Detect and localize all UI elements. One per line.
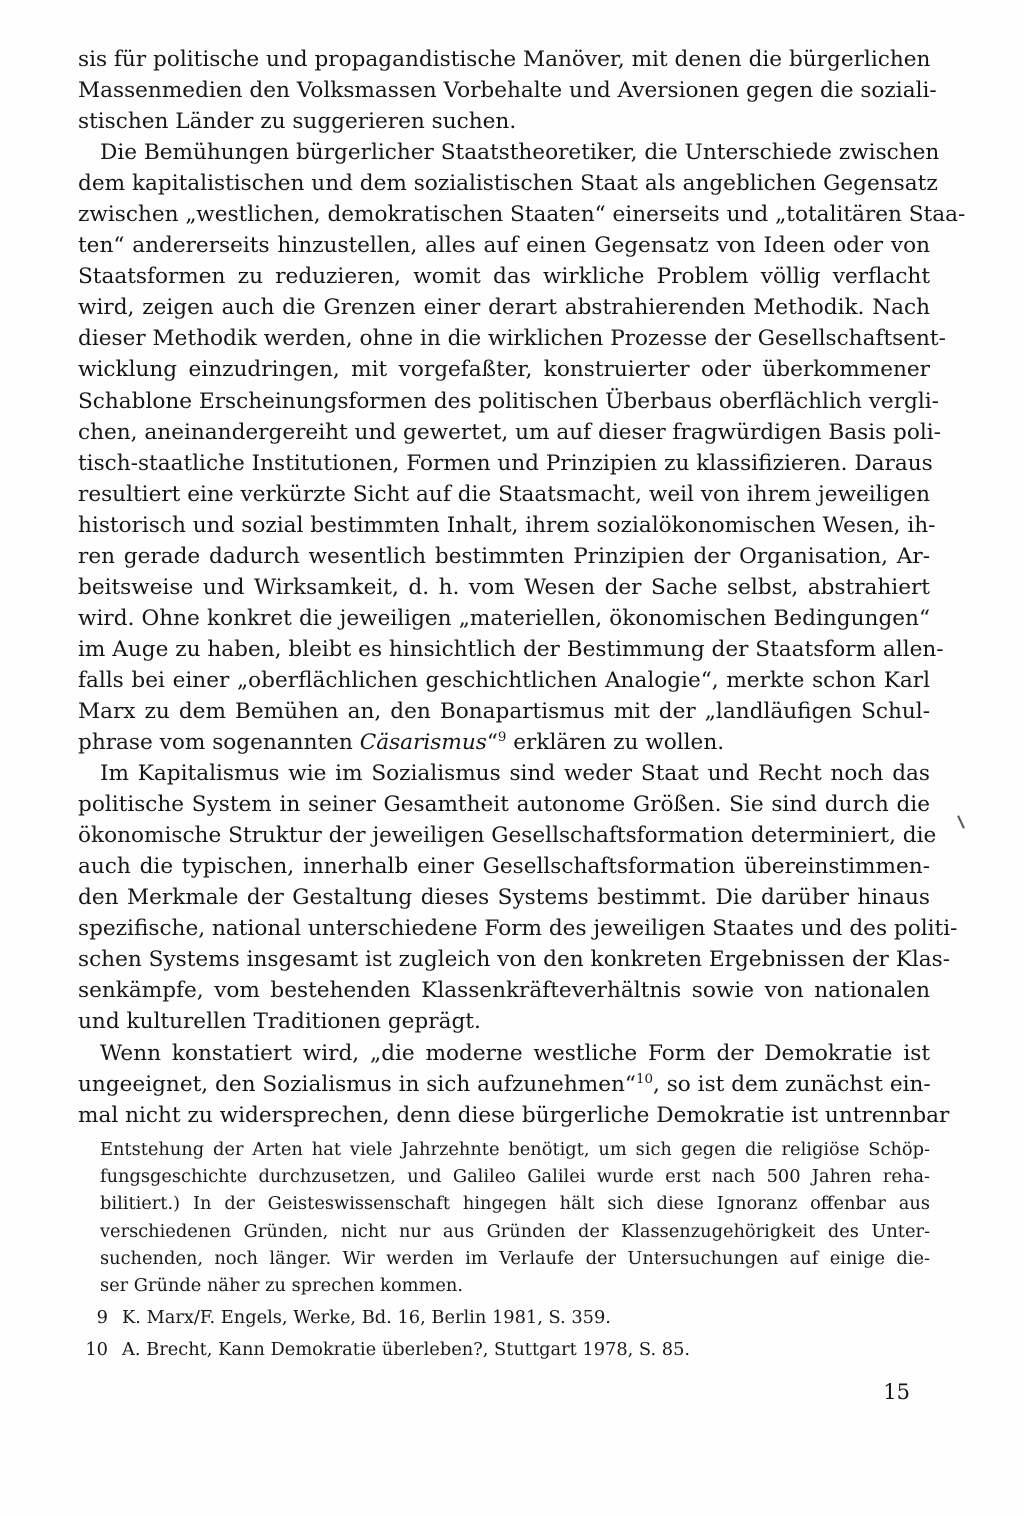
main-text	[78, 44, 966, 1131]
text-segment: phrase vom sogenannten	[78, 730, 360, 756]
paragraph	[78, 758, 958, 1037]
text-line: Schablone Erscheinungsformen des politischen Überbaus oberflächlich vergli-	[78, 388, 939, 414]
footnote-line: bilitiert.) In der Geisteswissenschaft hingegen hält sich diese Ignoranz offenbar aus	[100, 1193, 930, 1215]
text-line: stischen Länder zu suggerieren suchen.	[78, 109, 517, 135]
text-line: falls bei einer „oberflächlichen geschichtlichen Analogie“, merkte schon Karl	[78, 667, 930, 693]
text-line: spezifische, national unterschiedene Form des jeweiligen Staates und des politi-	[78, 916, 958, 942]
text-line: und kulturellen Traditionen geprägt.	[78, 1009, 481, 1035]
footnote-line: fungsgeschichte durchzusetzen, und Galileo Galilei wurde erst nach 500 Jahren reha-	[100, 1166, 930, 1188]
text-line: im Auge zu haben, bleibt es hinsichtlich der Bestimmung der Staatsform allen-	[78, 636, 944, 662]
text-line: Staatsformen zu reduzieren, womit das wirkliche Problem völlig verflacht	[78, 264, 930, 290]
paragraph	[78, 137, 966, 758]
footnote-line: ser Gründe näher zu sprechen kommen.	[100, 1274, 464, 1296]
text-line: chen, aneinandergereiht und gewertet, um auf dieser fragwürdigen Basis poli-	[78, 419, 941, 445]
text-segment: erklären zu wollen.	[506, 730, 725, 756]
text-line: dem kapitalistischen und dem sozialistischen Staat als angeblichen Gegensatz	[78, 171, 938, 197]
text-segment: , so ist dem zunächst ein-	[652, 1071, 931, 1097]
footnote-line: suchenden, noch länger. Wir werden im Verlaufe der Untersuchungen auf einige die-	[100, 1247, 930, 1269]
text-line: beitsweise und Wirksamkeit, d. h. vom Wesen der Sache selbst, abstrahiert	[78, 574, 930, 600]
closing-quote: “	[486, 730, 498, 756]
footnote-text: K. Marx/F. Engels, Werke, Bd. 16, Berlin 1981, S. 359.	[122, 1307, 611, 1329]
text-line: politische System in seiner Gesamtheit autonome Größen. Sie sind durch die	[78, 792, 930, 818]
footnote-list	[85, 1304, 930, 1363]
text-line: wicklung einzudringen, mit vorgefaßter, konstruierter oder überkommener	[78, 357, 930, 383]
italic-term: Cäsarismus	[359, 730, 487, 756]
paragraph	[78, 1038, 950, 1131]
footnote-number: 9	[96, 1307, 108, 1329]
text-line: Massenmedien den Volksmassen Vorbehalte und Aversionen gegen die soziali-	[78, 78, 937, 104]
footnote-ref-10[interactable]: 10	[635, 1071, 653, 1087]
page-number: 15	[883, 1380, 910, 1404]
footnote-line: Entstehung der Arten hat viele Jahrzehnte benötigt, um sich gegen die religiöse Schöp-	[100, 1139, 930, 1160]
footnote-number: 10	[85, 1339, 108, 1361]
footnote-9	[96, 1304, 930, 1331]
text-line: mal nicht zu widersprechen, denn diese bürgerliche Demokratie ist untrennbar	[78, 1102, 950, 1128]
text-line: den Merkmale der Gestaltung dieses Systems bestimmt. Die darüber hinaus	[78, 885, 930, 911]
text-line: zwischen „westlichen, demokratischen Staaten“ einerseits und „totalitären Staa-	[78, 202, 966, 228]
text-line: Marx zu dem Bemühen an, den Bonapartismus mit der „landläufigen Schul-	[78, 698, 930, 724]
text-line: sis für politische und propagandistische Manöver, mit denen die bürgerlichen	[78, 47, 931, 72]
text-line: auch die typischen, innerhalb einer Gesellschaftsformation übereinstimmen-	[78, 854, 930, 880]
text-line: wird, zeigen auch die Grenzen einer derart abstrahierenden Methodik. Nach	[78, 295, 930, 321]
footnote-line: verschiedenen Gründen, nicht nur aus Gründen der Klassenzugehörigkeit des Unter-	[100, 1220, 930, 1242]
text-line: dieser Methodik werden, ohne in die wirklichen Prozesse der Gesellschaftsent-	[78, 326, 946, 352]
text-line: tisch-staatliche Institutionen, Formen und Prinzipien zu klassifizieren. Daraus	[78, 450, 933, 476]
text-line: schen Systems insgesamt ist zugleich von den konkreten Ergebnissen der Klas-	[78, 947, 951, 973]
footnote-continuation	[100, 1136, 930, 1299]
text-line: Die Bemühungen bürgerlicher Staatstheoretiker, die Unterschiede zwischen	[100, 140, 940, 166]
text-line	[78, 727, 930, 758]
text-line: ten“ andererseits hinzustellen, alles auf einen Gegensatz von Ideen oder von	[78, 233, 930, 259]
text-line: ren gerade dadurch wesentlich bestimmten Prinzipien der Organisation, Ar-	[78, 543, 930, 569]
footnote-ref-9[interactable]: 9	[497, 729, 507, 745]
text-line: senkämpfe, vom bestehenden Klassenkräfteverhältnis sowie von nationalen	[78, 978, 930, 1004]
footnotes	[78, 1136, 930, 1364]
text-line	[78, 1069, 930, 1100]
margin-mark	[957, 815, 965, 829]
text-line: Wenn konstatiert wird, „die moderne westliche Form der Demokratie ist	[100, 1040, 930, 1066]
text-line: ökonomische Struktur der jeweiligen Gesellschaftsformation determiniert, die	[78, 823, 937, 849]
text-line: Im Kapitalismus wie im Sozialismus sind weder Staat und Recht noch das	[100, 761, 930, 787]
text-segment: ungeeignet, den Sozialismus in sich aufzunehmen“	[78, 1071, 636, 1097]
text-line: historisch und sozial bestimmten Inhalt, ihrem sozialökonomischen Wesen, ih-	[78, 512, 936, 538]
text-line: wird. Ohne konkret die jeweiligen „materiellen, ökonomischen Bedingungen“	[78, 605, 930, 631]
paragraph	[78, 44, 937, 137]
footnote-text: A. Brecht, Kann Demokratie überleben?, Stuttgart 1978, S. 85.	[122, 1339, 691, 1361]
text-line: resultiert eine verkürzte Sicht auf die Staatsmacht, weil von ihrem jeweiligen	[78, 481, 930, 507]
footnote-10	[85, 1336, 930, 1363]
